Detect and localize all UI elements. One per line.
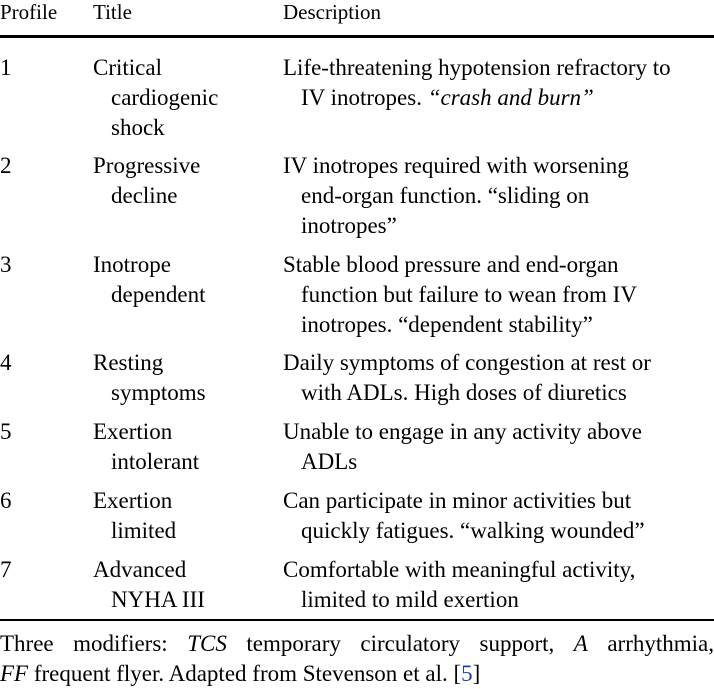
description-line: Daily symptoms of congestion at rest or	[283, 350, 651, 375]
cell-title	[93, 53, 278, 143]
cell-description	[283, 151, 714, 241]
description-line: Comfortable with meaningful activity,	[283, 557, 636, 582]
title-line: Resting	[93, 350, 164, 375]
title-line: Inotrope	[93, 252, 171, 277]
title-line: intolerant	[111, 449, 200, 474]
title-line: NYHA III	[111, 587, 205, 612]
description-line: Life-threatening hypotension refractory to	[283, 55, 671, 80]
description-line: inotropes”	[301, 213, 397, 238]
cell-title	[93, 486, 278, 546]
cell-description	[283, 417, 714, 477]
description-line: Unable to engage in any activity above	[283, 419, 642, 444]
cell-title	[93, 348, 278, 408]
title-line: Advanced	[93, 557, 187, 582]
reference-link[interactable]: 5	[461, 661, 473, 686]
cell-profile: 1	[0, 55, 12, 80]
title-line: Exertion	[93, 488, 173, 513]
description-line: IV inotropes required with worsening	[283, 153, 629, 178]
description-line: IV inotropes. “crash and burn”	[301, 85, 594, 110]
description-line: quickly fatigues. “walking wounded”	[301, 518, 645, 543]
cell-description	[283, 555, 714, 615]
description-line: ADLs	[301, 449, 358, 474]
cell-description	[283, 53, 714, 113]
title-line: Exertion	[93, 419, 173, 444]
description-line: Can participate in minor activities but	[283, 488, 632, 513]
cell-title	[93, 417, 278, 477]
cell-title	[93, 151, 278, 211]
title-line: decline	[111, 183, 178, 208]
description-line: end-organ function. “sliding on	[301, 183, 590, 208]
cell-profile: 5	[0, 419, 12, 444]
cell-profile: 2	[0, 153, 12, 178]
table-footnote	[0, 629, 714, 689]
header-title: Title	[93, 0, 132, 24]
footnote-line-2: FF frequent flyer. Adapted from Stevenson et al. [5]	[0, 661, 481, 686]
cell-profile: 6	[0, 488, 12, 513]
header-rule	[0, 35, 714, 38]
title-line: dependent	[111, 282, 206, 307]
title-line: Progressive	[93, 153, 201, 178]
cell-profile: 3	[0, 252, 12, 277]
cell-description	[283, 348, 714, 408]
cell-description	[283, 486, 714, 546]
title-line: limited	[111, 518, 177, 543]
title-line: shock	[111, 115, 165, 140]
title-line: symptoms	[111, 380, 206, 405]
title-line: Critical	[93, 55, 162, 80]
description-line: inotropes. “dependent stability”	[301, 312, 593, 337]
cell-description	[283, 250, 714, 340]
header-profile: Profile	[0, 0, 58, 24]
cell-profile: 7	[0, 557, 12, 582]
cell-title	[93, 250, 278, 310]
description-line: with ADLs. High doses of diuretics	[301, 380, 627, 405]
description-line: Stable blood pressure and end-organ	[283, 252, 619, 277]
title-line: cardiogenic	[111, 85, 219, 110]
table-header-row	[0, 0, 714, 36]
description-line: function but failure to wean from IV	[301, 282, 637, 307]
cell-title	[93, 555, 278, 615]
bottom-rule	[0, 619, 714, 621]
header-description: Description	[283, 0, 381, 24]
footnote-line-1: Three modifiers: TCS temporary circulatory support, A arrhythmia,	[0, 631, 714, 656]
description-line: limited to mild exertion	[301, 587, 519, 612]
cell-profile: 4	[0, 350, 12, 375]
